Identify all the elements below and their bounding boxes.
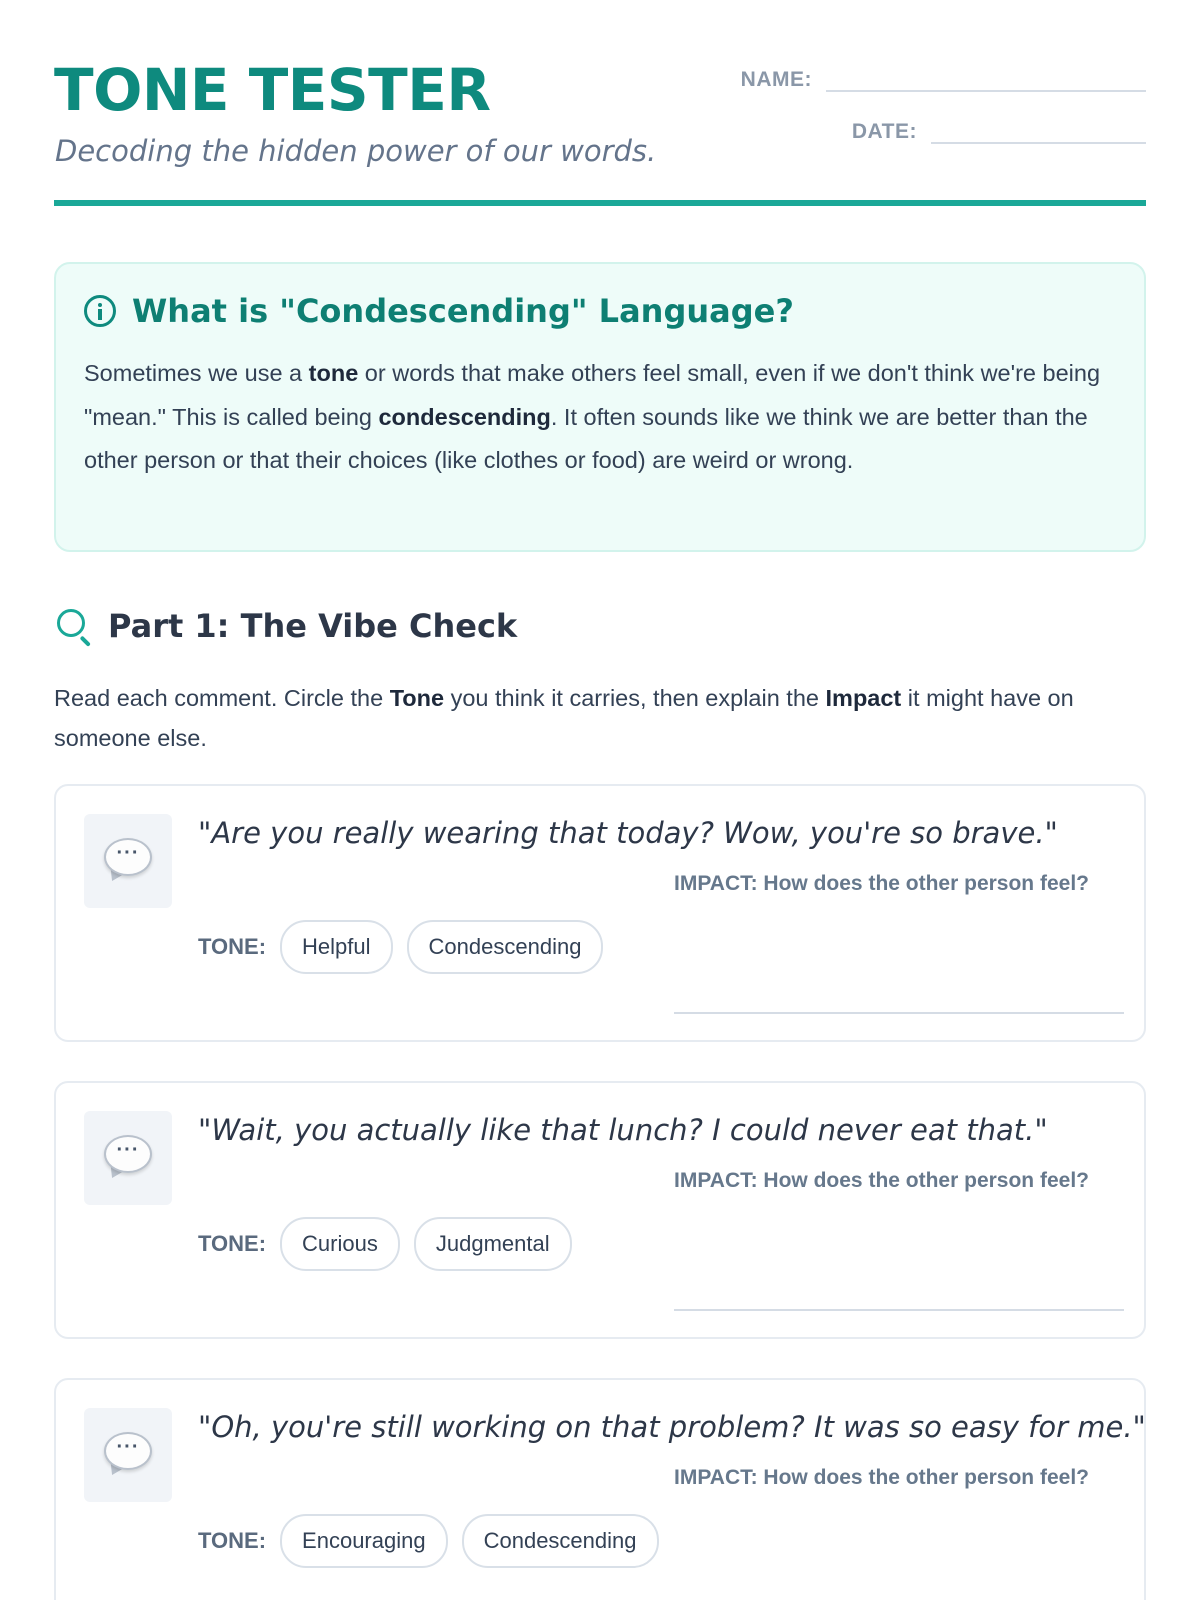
tone-option-pill[interactable]: Encouraging [280,1514,448,1568]
impact-answer-line[interactable] [674,1309,1124,1311]
tone-option-pill[interactable]: Condescending [407,920,604,974]
definition-text-part: . It often sounds like we think we are better than the other person or that their choices (like clothes or food) are weird or wrong. [84,403,1088,473]
comment-card [54,1081,1146,1339]
date-field [852,108,1146,144]
speech-bubble-icon: ··· [84,1111,172,1205]
comment-card [54,1378,1146,1600]
definition-bold-term: condescending [378,403,551,430]
instructions-bold: Tone [389,685,445,711]
tone-label: TONE: [198,934,267,959]
name-label: NAME: [740,68,812,91]
impact-prompt: IMPACT: How does the other person feel? [674,1169,1089,1192]
tone-option-pill[interactable]: Condescending [462,1514,659,1568]
tone-option-pill[interactable]: Judgmental [414,1217,572,1271]
tone-options [198,1217,586,1271]
tone-option-pill[interactable]: Curious [280,1217,400,1271]
tone-label: TONE: [198,1528,267,1553]
impact-prompt: IMPACT: How does the other person feel? [674,872,1089,895]
definition-text [84,352,1124,483]
tone-options [198,1514,673,1568]
definition-title: What is "Condescending" Language? [132,292,794,330]
worksheet-header [54,0,1146,210]
impact-answer-line[interactable] [674,1012,1124,1014]
date-label: DATE: [851,120,917,143]
speech-bubble-icon: ··· [84,1408,172,1502]
definition-text-part: or words that make others feel small, even if we don't think we're being "mean." This is called being [84,360,1101,430]
info-circle-icon [84,295,116,327]
impact-prompt: IMPACT: How does the other person feel? [674,1466,1089,1489]
worksheet-subtitle: Decoding the hidden power of our words. [55,134,657,168]
instructions-text: it might have on someone else. [54,685,1074,751]
tone-label: TONE: [198,1231,267,1256]
comment-card [54,784,1146,1042]
definition-box [54,262,1146,552]
name-field [741,56,1146,92]
definition-heading [84,292,794,330]
date-input-line[interactable] [931,108,1146,144]
comment-quote: "Oh, you're still working on that problem? It was so easy for me." [198,1410,1146,1444]
part1-heading [54,606,517,646]
definition-text-part: Sometimes we use a [84,360,309,386]
tone-options [198,920,617,974]
comment-quote: "Wait, you actually like that lunch? I could never eat that." [198,1113,1048,1147]
instructions-text: you think it carries, then explain the [444,685,826,711]
instructions-text: Read each comment. Circle the [54,685,390,711]
speech-bubble-icon: ··· [84,814,172,908]
tone-option-pill[interactable]: Helpful [280,920,392,974]
definition-bold-term: tone [308,360,359,386]
magnifying-glass-icon [54,606,94,646]
worksheet-title: TONE TESTER [54,56,491,124]
part1-instructions [54,678,1146,758]
instructions-bold: Impact [825,685,902,711]
name-input-line[interactable] [826,56,1146,92]
part1-title: Part 1: The Vibe Check [108,607,518,645]
comment-quote: "Are you really wearing that today? Wow, you're so brave." [198,816,1058,850]
header-divider [54,200,1146,206]
